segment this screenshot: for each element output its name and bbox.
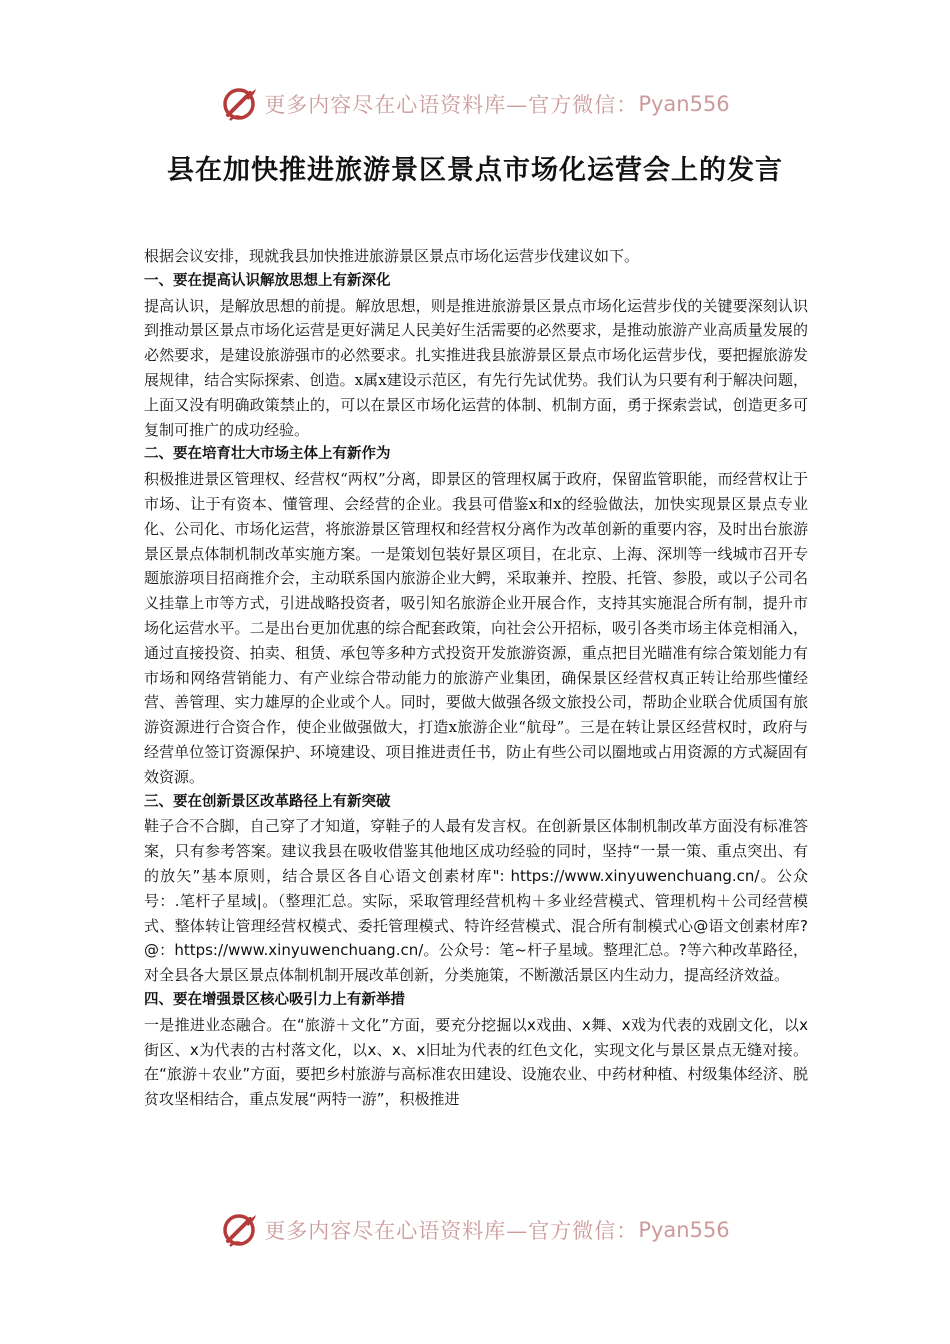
paragraph-section-3: 鞋子合不合脚，自己穿了才知道，穿鞋子的人最有发言权。在创新景区体制机制改革方面没有标准答案，只有参考答案。建议我县在吸收借鉴其他地区成功经验的同时，坚持“一景一策、重点突出、有的放矢”基本原则，结合景区各自心语文创素材库": https://www.xinyuwenchuang.cn/。公众号：.笔杆子星域|。（整理汇总。实际，采取管理经营机构＋多业经营模式、管理机构＋公司经营模式、整体转让管理经营权模式、委托管理模式、特许经营模式、混合所有制模式心@语文创素材库?@：https://www.xinyuwenchuang.cn/。公众号：笔~杆子星域。整理汇总。?等六种改革路径，对全县各大景区景点体制机制开展改革创新，分类施策，不断激活景区内生动力，提高经济效益。 [144, 817, 808, 985]
brush-logo-icon [220, 1210, 260, 1250]
paragraph-section-4: 一是推进业态融合。在“旅游＋文化”方面，要充分挖掘以x戏曲、x舞、x戏为代表的戏剧文化，以x街区、x为代表的古村落文化，以x、x、x旧址为代表的红色文化，实现文化与景区景点无缝对接。在“旅游＋农业”方面，要把乡村旅游与高标准农田建设、设施农业、中药材种植、村级集体经济、脱贫攻坚相结合，重点发展“两特一游”，积极推进 [144, 1015, 808, 1109]
banner-wechat-id: Pyan556 [638, 92, 730, 116]
brush-logo-icon [220, 84, 260, 124]
paragraph-section-2: 积极推进景区管理权、经营权“两权”分离，即景区的管理权属于政府，保留监管职能，而经营权让于市场、让于有资本、懂管理、会经营的企业。我县可借鉴x和x的经验做法，加快实现景区景点专业化、公司化、市场化运营，将旅游景区管理权和经营权分离作为改革创新的重要内容，及时出台旅游景区景点体制机制改革实施方案。一是策划包装好景区项目，在北京、上海、深圳等一线城市召开专题旅游项目招商推介会，主动联系国内旅游企业大鳄，采取兼并、控股、托管、参股，或以子公司名义挂靠上市等方式，引进战略投资者，吸引知名旅游企业开展合作，支持其实施混合所有制，提升市场化运营水平。二是出台更加优惠的综合配套政策，向社会公开招标，吸引各类市场主体竞相涌入，通过直接投资、拍卖、租赁、承包等多种方式投资开发旅游资源，重点把目光瞄准有综合策划能力有市场和网络营销能力、有产业综合带动能力的旅游产业集团，确保景区经营权真正转让给那些懂经营、善管理、实力雄厚的企业或个人。同时，要做大做强各级文旅投公司，帮助企业联合优质国有旅游资源进行合资合作，使企业做强做大，打造x旅游企业“航母”。三是在转让景区经营权时，政府与经营单位签订资源保护、环境建设、项目推进责任书，防止有些公司以圈地或占用资源的方式凝固有效资源。 [144, 470, 808, 786]
paragraph-section-1: 提高认识，是解放思想的前提。解放思想，则是推进旅游景区景点市场化运营步伐的关键要深刻认识到推动景区景点市场化运营是更好满足人民美好生活需要的必然要求，是推动旅游产业高质量发展的必然要求，是建设旅游强市的必然要求。扎实推进我县旅游景区景点市场化运营步伐，要把握旅游发展规律，结合实际探索、创造。x属x建设示范区，有先行先试优势。我们认为只要有利于解决问题，上面又没有明确政策禁止的，可以在景区市场化运营的体制、机制方面，勇于探索尝试，创造更多可复制可推广的成功经验。 [144, 296, 808, 439]
document-title: 县在加快推进旅游景区景点市场化运营会上的发言 [167, 155, 783, 186]
section-heading-1: 一、要在提高认识解放思想上有新深化 [144, 272, 391, 289]
banner-text: 更多内容尽在心语资料库—官方微信： [264, 93, 639, 117]
section-heading-3: 三、要在创新景区改革路径上有新突破 [144, 793, 391, 810]
paragraph-intro: 根据会议安排，现就我县加快推进旅游景区景点市场化运营步伐建议如下。 [144, 247, 640, 265]
banner-wechat-id: Pyan556 [638, 1218, 730, 1242]
section-heading-4: 四、要在增强景区核心吸引力上有新举措 [144, 991, 405, 1008]
banner-text: 更多内容尽在心语资料库—官方微信： [264, 1219, 639, 1243]
footer-watermark-banner [0, 1206, 950, 1254]
header-watermark-banner [0, 80, 950, 128]
document-body [144, 244, 808, 1112]
section-heading-2: 二、要在培育壮大市场主体上有新作为 [144, 446, 391, 463]
